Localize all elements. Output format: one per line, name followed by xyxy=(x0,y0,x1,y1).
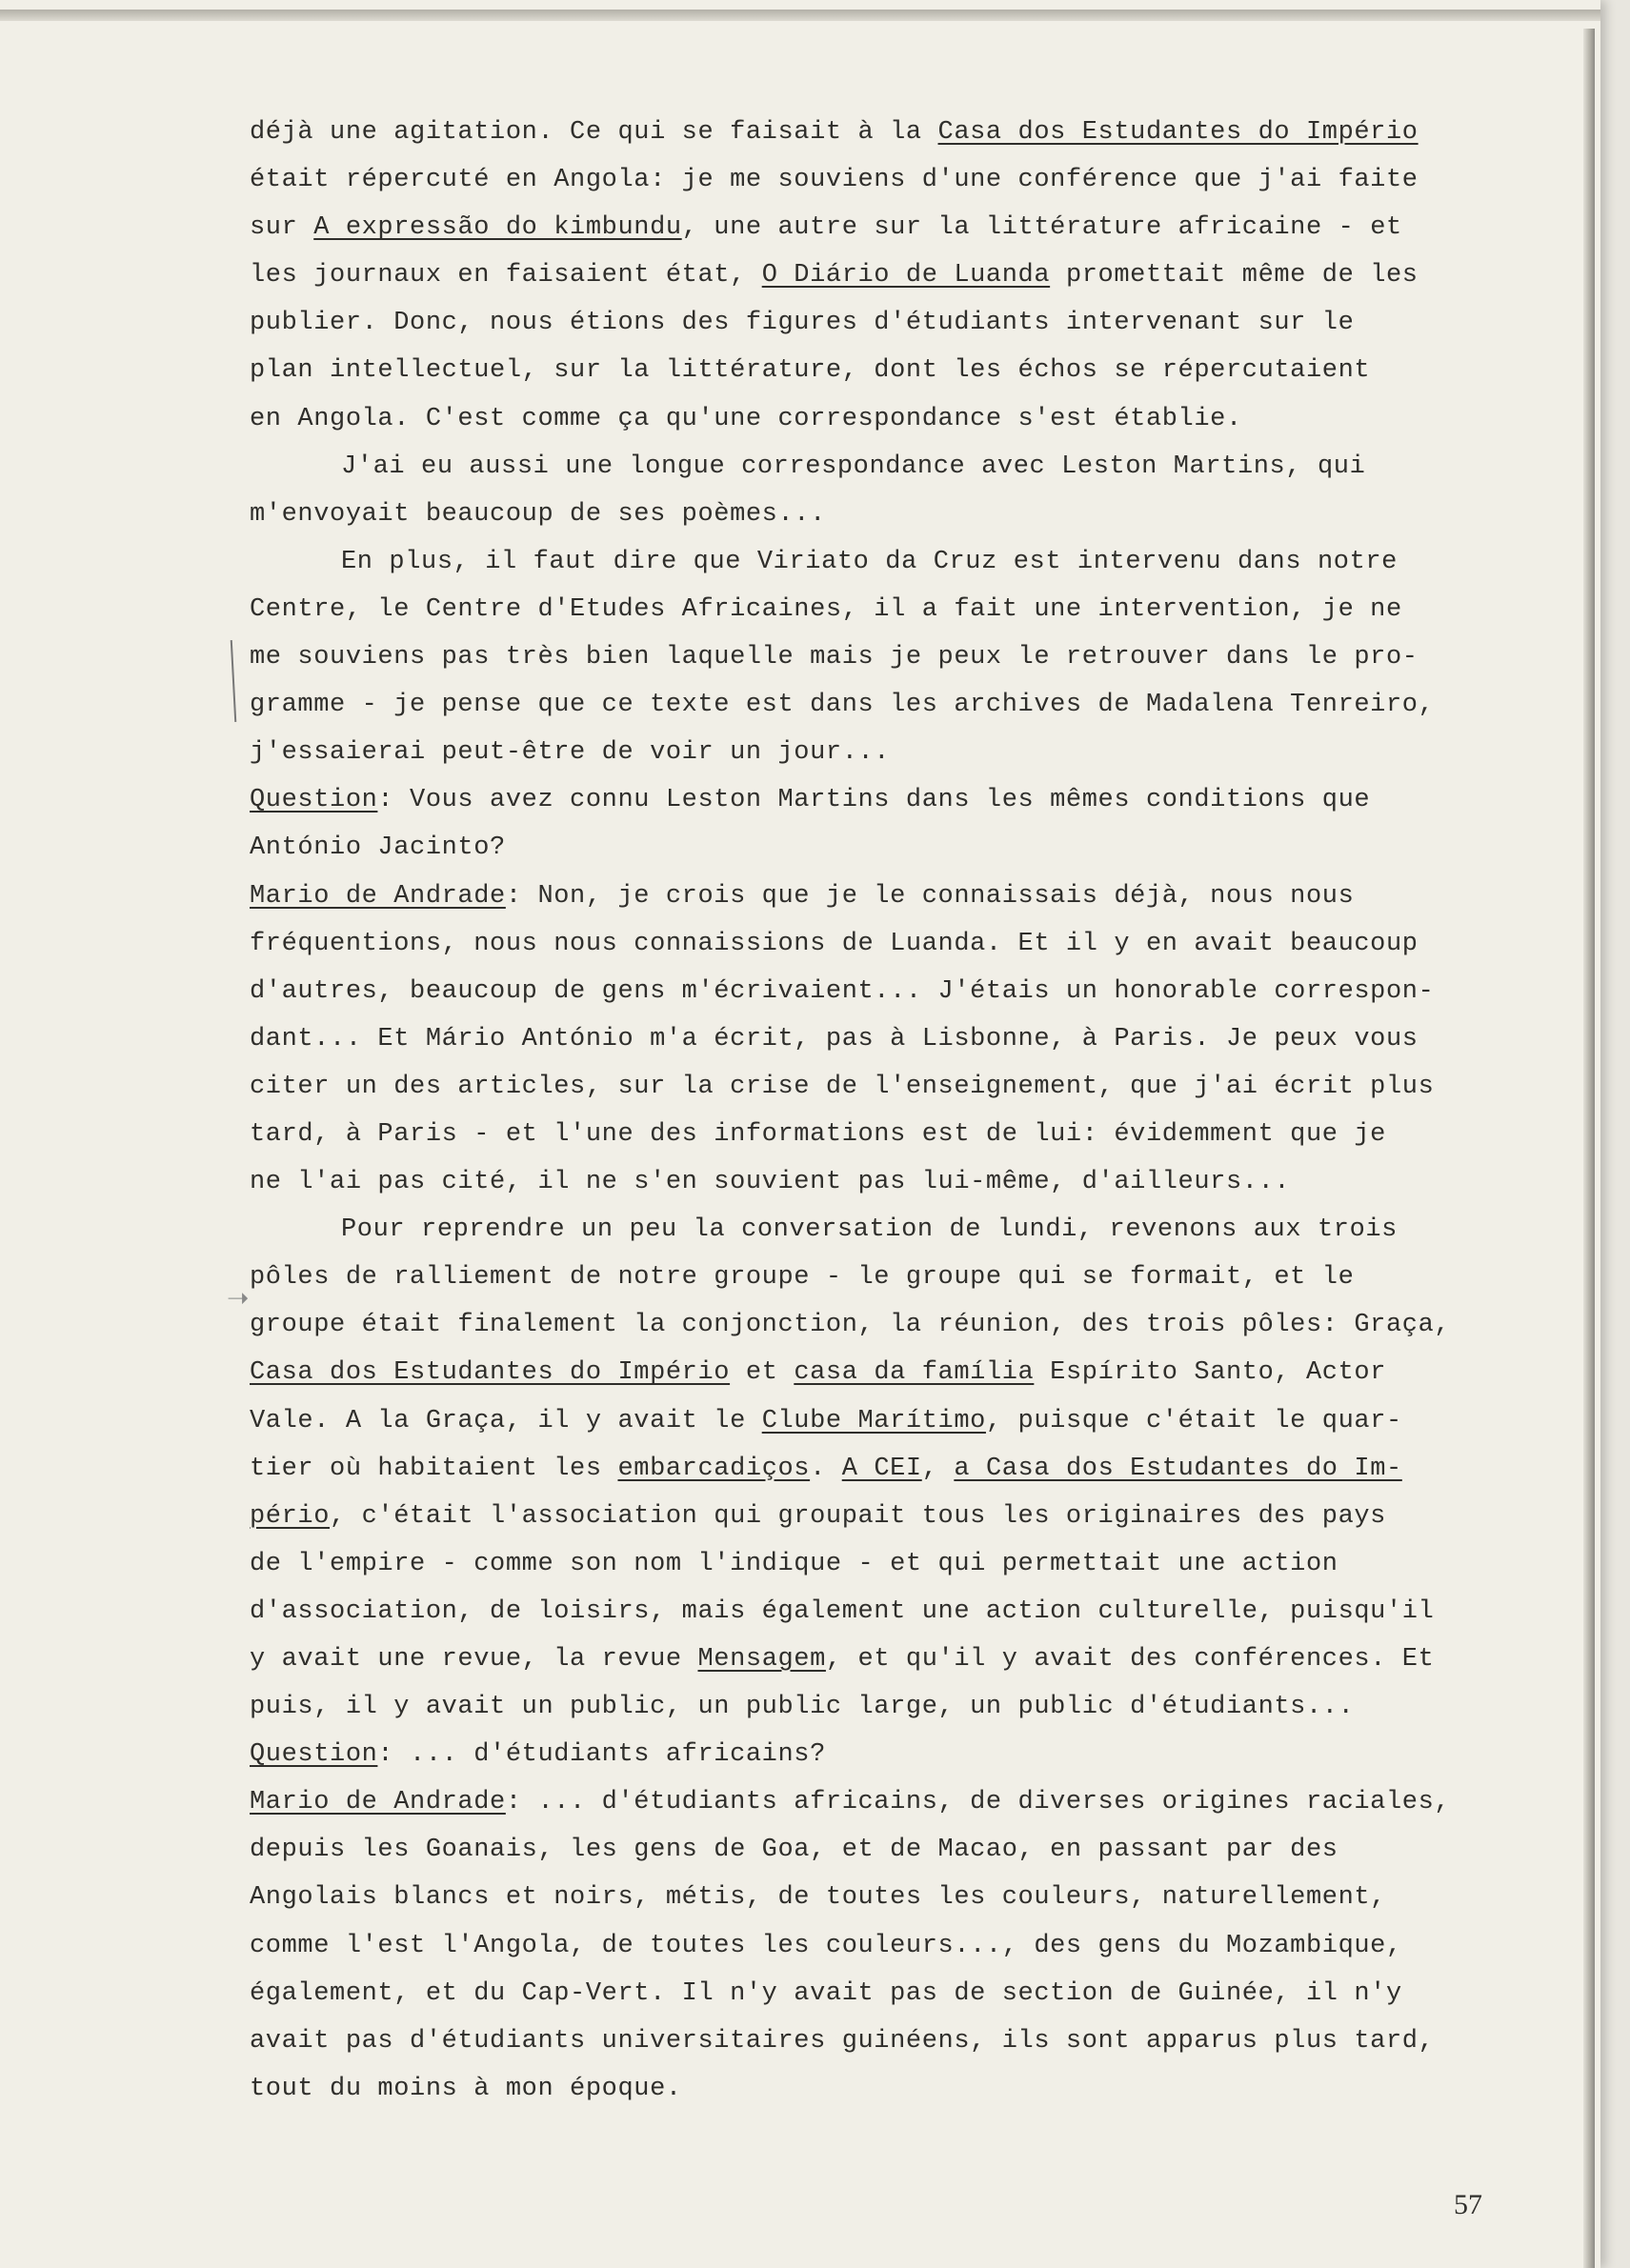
text-segment: António Jacinto? xyxy=(250,833,506,863)
text-segment: dant... Et Mário António m'a écrit, pas à Lisbonne, à Paris. Je peux vous xyxy=(250,1024,1419,1054)
text-segment: en Angola. C'est comme ça qu'une correspondance s'est établie. xyxy=(250,404,1242,433)
text-segment: publier. Donc, nous étions des figures d'étudiants intervenant sur le xyxy=(250,309,1355,338)
text-line xyxy=(250,824,1517,872)
underlined-title: O Diário de Luanda xyxy=(761,261,1051,291)
text-line xyxy=(250,1063,1517,1111)
text-line xyxy=(250,204,1517,251)
text-segment: tout du moins à mon époque. xyxy=(250,2074,682,2103)
text-segment: ne l'ai pas cité, il ne s'en souvient pas lui-même, d'ailleurs... xyxy=(250,1168,1291,1197)
text-line xyxy=(250,1588,1517,1636)
text-segment: plan intellectuel, sur la littérature, dont les échos se répercutaient xyxy=(250,356,1371,386)
page-right-edge xyxy=(1583,29,1595,2268)
text-line xyxy=(250,1826,1517,1874)
text-line xyxy=(250,681,1517,729)
underlined-title: A CEI xyxy=(841,1454,922,1483)
text-segment: depuis les Goanais, les gens de Goa, et de Macao, en passant par des xyxy=(250,1836,1338,1865)
text-line xyxy=(250,1445,1517,1493)
underlined-title: casa da família xyxy=(794,1358,1035,1388)
typewritten-text-block xyxy=(250,109,1517,2113)
text-line xyxy=(250,776,1517,824)
text-line xyxy=(250,1874,1517,1921)
text-line xyxy=(250,1922,1517,1970)
text-segment: promettait même de les xyxy=(1050,261,1419,291)
page-number: 57 xyxy=(1454,2189,1482,2220)
text-line xyxy=(250,109,1517,156)
text-segment: En plus, il faut dire que Viriato da Cruz est intervenu dans notre xyxy=(341,547,1398,576)
text-line xyxy=(250,1683,1517,1731)
text-segment: J'ai eu aussi une longue correspondance avec Leston Martins, qui xyxy=(341,452,1366,481)
text-segment: , c'était l'association qui groupait tous les originaires des pays xyxy=(330,1501,1386,1531)
text-segment: me souviens pas très bien laquelle mais je peux le retrouver dans le pro- xyxy=(250,643,1419,672)
text-line xyxy=(250,729,1517,776)
text-segment: puis, il y avait un public, un public large, un public d'étudiants... xyxy=(250,1693,1355,1722)
text-segment: de l'empire - comme son nom l'indique - et qui permettait une action xyxy=(250,1549,1338,1578)
text-segment: , une autre sur la littérature africaine - et xyxy=(681,213,1402,243)
text-segment: Vale. A la Graça, il y avait le xyxy=(250,1406,762,1435)
text-line xyxy=(250,873,1517,920)
text-segment: déjà une agitation. Ce qui se faisait à la xyxy=(250,118,938,147)
text-line xyxy=(250,1206,1517,1254)
margin-pencil-mark xyxy=(231,640,236,722)
text-line xyxy=(250,920,1517,968)
text-line xyxy=(250,1636,1517,1683)
text-line xyxy=(250,156,1517,204)
text-segment: : Vous avez connu Leston Martins dans les mêmes conditions que xyxy=(377,786,1371,815)
text-segment: pôles de ralliement de notre groupe - le groupe qui se formait, et le xyxy=(250,1263,1355,1293)
text-line xyxy=(250,1254,1517,1301)
text-line xyxy=(250,443,1517,491)
text-segment: : Non, je crois que je le connaissais déjà, nous nous xyxy=(505,881,1355,911)
text-segment: : ... d'étudiants africains, de diverses origines raciales, xyxy=(505,1788,1451,1817)
text-line xyxy=(250,1493,1517,1540)
text-segment: tier où habitaient les xyxy=(250,1454,618,1483)
text-line xyxy=(250,1540,1517,1588)
text-segment: y avait une revue, la revue xyxy=(250,1645,698,1674)
text-line xyxy=(250,1778,1517,1826)
text-line xyxy=(250,1397,1517,1445)
text-segment: citer un des articles, sur la crise de l'enseignement, que j'ai écrit plus xyxy=(250,1072,1435,1101)
text-segment: également, et du Cap-Vert. Il n'y avait pas de section de Guinée, il n'y xyxy=(250,1978,1402,2008)
text-segment: tard, à Paris - et l'une des informations est de lui: évidemment que je xyxy=(250,1119,1386,1149)
underlined-title: Mario de Andrade xyxy=(250,1788,506,1817)
text-segment: avait pas d'étudiants universitaires guinéens, ils sont apparus plus tard, xyxy=(250,2026,1435,2056)
text-line xyxy=(250,1731,1517,1778)
underlined-title: embarcadiços xyxy=(617,1454,811,1483)
text-segment: m'envoyait beaucoup de ses poèmes... xyxy=(250,499,826,529)
underlined-title: a Casa dos Estudantes do Im- xyxy=(954,1454,1402,1483)
page-top-edge xyxy=(0,10,1600,21)
text-line xyxy=(250,347,1517,394)
text-line xyxy=(250,1349,1517,1396)
text-segment: d'association, de loisirs, mais également une action culturelle, puisqu'il xyxy=(250,1596,1435,1626)
underlined-title: Casa dos Estudantes do Império xyxy=(250,1358,731,1388)
text-segment: les journaux en faisaient état, xyxy=(250,261,762,291)
text-segment: j'essaierai peut-être de voir un jour... xyxy=(250,738,891,768)
text-segment: comme l'est l'Angola, de toutes les couleurs..., des gens du Mozambique, xyxy=(250,1931,1402,1960)
margin-arrow-icon: ➝ xyxy=(227,1282,250,1314)
text-segment: . xyxy=(810,1454,842,1483)
text-segment: était répercuté en Angola: je me souviens d'une conférence que j'ai faite xyxy=(250,166,1419,195)
text-segment: d'autres, beaucoup de gens m'écrivaient... J'étais un honorable correspon- xyxy=(250,976,1435,1006)
text-segment: Pour reprendre un peu la conversation de lundi, revenons aux trois xyxy=(341,1215,1398,1245)
text-line xyxy=(250,538,1517,586)
text-segment: , puisque c'était le quar- xyxy=(985,1406,1402,1435)
text-segment: sur xyxy=(250,213,314,243)
text-segment: , xyxy=(921,1454,955,1483)
underlined-title: pério xyxy=(250,1501,331,1531)
underlined-title: Mensagem xyxy=(697,1645,826,1674)
text-line xyxy=(250,1015,1517,1063)
underlined-title: A expressão do kimbundu xyxy=(313,213,682,243)
text-line xyxy=(250,2017,1517,2065)
text-segment: : ... d'étudiants africains? xyxy=(377,1740,826,1770)
text-segment: , et qu'il y avait des conférences. Et xyxy=(825,1645,1435,1674)
text-segment: Espírito Santo, Actor xyxy=(1034,1358,1387,1388)
text-segment: Angolais blancs et noirs, métis, de toutes les couleurs, naturellement, xyxy=(250,1883,1386,1913)
text-line xyxy=(250,1970,1517,2017)
text-segment: groupe était finalement la conjonction, la réunion, des trois pôles: Graça, xyxy=(250,1311,1451,1340)
text-line xyxy=(250,491,1517,538)
text-line xyxy=(250,1158,1517,1206)
text-line xyxy=(250,1301,1517,1349)
text-segment: gramme - je pense que ce texte est dans les archives de Madalena Tenreiro, xyxy=(250,691,1435,720)
underlined-title: Question xyxy=(250,1740,378,1770)
text-line xyxy=(250,633,1517,681)
text-line xyxy=(250,395,1517,443)
underlined-title: Clube Marítimo xyxy=(761,1406,986,1435)
underlined-title: Casa dos Estudantes do Império xyxy=(937,118,1419,147)
text-segment: Centre, le Centre d'Etudes Africaines, il a fait une intervention, je ne xyxy=(250,594,1402,624)
text-line xyxy=(250,586,1517,633)
underlined-title: Mario de Andrade xyxy=(250,881,506,911)
text-segment: et xyxy=(730,1358,795,1388)
text-segment: fréquentions, nous nous connaissions de Luanda. Et il y en avait beaucoup xyxy=(250,929,1419,958)
text-line xyxy=(250,251,1517,299)
text-line xyxy=(250,299,1517,347)
underlined-title: Question xyxy=(250,786,378,815)
text-line xyxy=(250,2065,1517,2113)
text-line xyxy=(250,968,1517,1015)
text-line xyxy=(250,1111,1517,1158)
